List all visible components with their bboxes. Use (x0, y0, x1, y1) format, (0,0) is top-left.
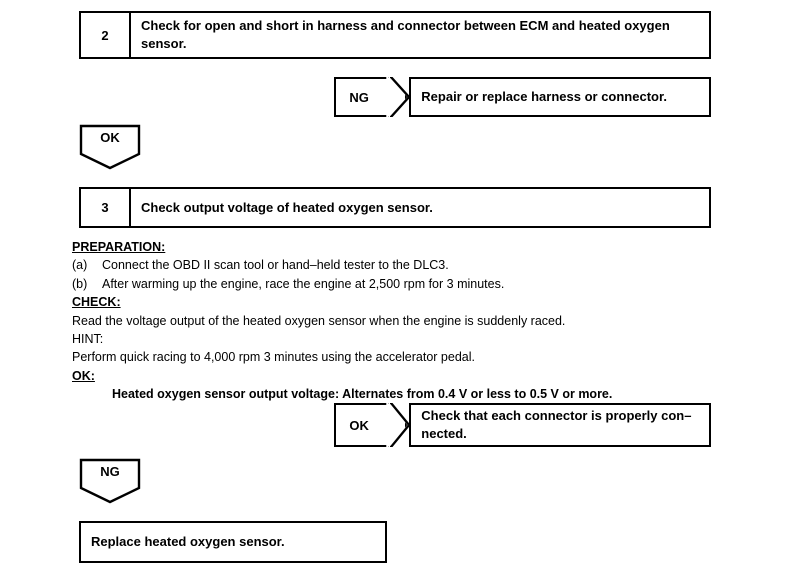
prep-item-b (72, 275, 732, 293)
final-action-text: Replace heated oxygen sensor. (91, 534, 285, 550)
prep-item-a (72, 256, 732, 274)
hint-heading: HINT: (72, 331, 104, 346)
branch-tag-label: NG (349, 89, 369, 105)
check-text: Read the voltage output of the heated oxygen sensor when the engine is suddenly raced. (72, 313, 566, 328)
step-instruction: Check for open and short in harness and connector between ECM and heated oxygen sensor. (141, 18, 670, 51)
check-heading: CHECK: (72, 295, 121, 310)
step-number: 3 (81, 189, 131, 226)
prep-item-label: (a) (72, 258, 88, 273)
prep-item-label: (b) (72, 276, 88, 291)
branch-result-text: Check that each connector is properly con–nected. (421, 408, 692, 441)
down-tag-label: NG (100, 464, 120, 479)
branch-result-box (409, 403, 711, 447)
procedure-text-block (72, 238, 732, 403)
step-instruction: Check output voltage of heated oxygen sensor. (141, 199, 433, 215)
arrow-right-icon (389, 403, 409, 447)
branch-tag-label: OK (349, 417, 369, 433)
branch-result-text: Repair or replace harness or connector. (421, 89, 667, 105)
step-box-3 (79, 187, 711, 228)
prep-item-text: After warming up the engine, race the engine at 2,500 rpm for 3 minutes. (102, 276, 505, 291)
step-box-2 (79, 11, 711, 59)
ok-criteria-text: Heated oxygen sensor output voltage: Alternates from 0.4 V or less to 0.5 V or more. (112, 387, 613, 401)
final-action-box (79, 521, 387, 563)
step-number: 2 (81, 13, 131, 57)
branch-ok-connector (334, 403, 711, 447)
arrow-right-icon (389, 77, 409, 117)
prep-item-text: Connect the OBD II scan tool or hand–held tester to the DLC3. (102, 258, 449, 273)
branch-result-box (409, 77, 711, 117)
preparation-heading: PREPARATION: (72, 240, 166, 254)
ok-heading: OK: (72, 368, 95, 383)
down-tag-ng (79, 458, 141, 504)
branch-tag-ok (334, 403, 390, 447)
down-tag-ok (79, 124, 141, 170)
down-tag-label: OK (100, 130, 120, 145)
hint-text: Perform quick racing to 4,000 rpm 3 minutes using the accelerator pedal. (72, 350, 475, 365)
branch-tag-ng (334, 77, 390, 117)
branch-ng-repair (334, 77, 711, 117)
